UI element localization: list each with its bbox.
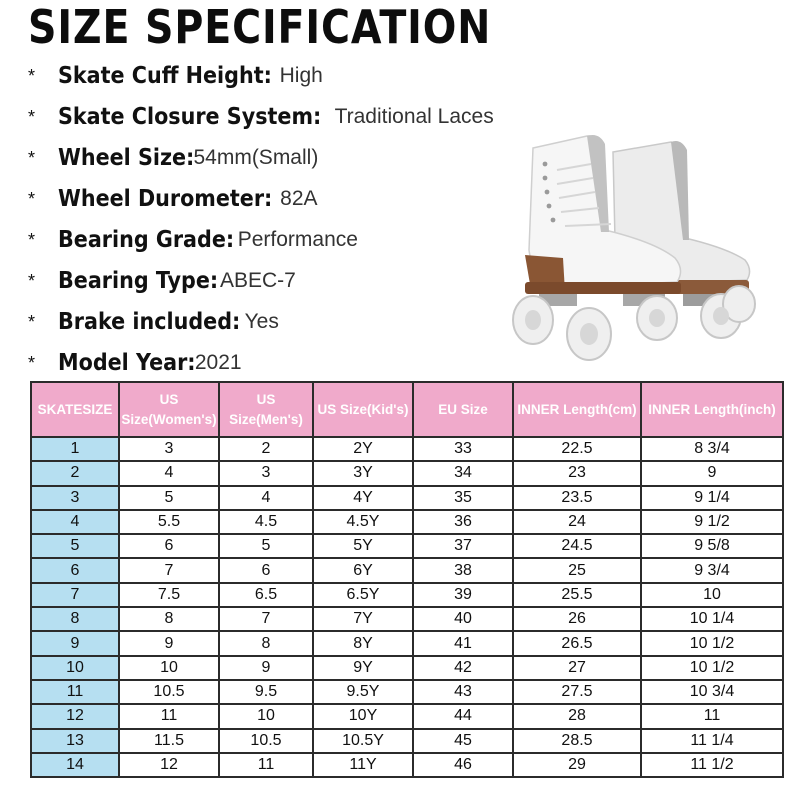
cell-us-mens: 5 <box>219 534 313 558</box>
cell-inner-cm: 24 <box>513 510 641 534</box>
cell-us-kids: 3Y <box>313 461 413 485</box>
cell-inner-inch: 11 1/4 <box>641 729 783 753</box>
header-inner-length-inch: INNER Length(inch) <box>641 382 783 437</box>
cell-us-kids: 9.5Y <box>313 680 413 704</box>
cell-us-kids: 7Y <box>313 607 413 631</box>
cell-us-womens: 4 <box>119 461 219 485</box>
cell-skate-size: 12 <box>31 704 119 728</box>
cell-us-mens: 11 <box>219 753 313 777</box>
cell-inner-cm: 23 <box>513 461 641 485</box>
spec-label: Bearing Type: <box>58 267 219 294</box>
cell-inner-inch: 11 <box>641 704 783 728</box>
table-row <box>31 558 783 582</box>
star-bullet-icon: * <box>28 311 36 332</box>
spec-label: Brake included: <box>58 308 241 335</box>
cell-skate-size: 10 <box>31 656 119 680</box>
cell-inner-inch: 9 <box>641 461 783 485</box>
cell-us-womens: 11 <box>119 704 219 728</box>
header-skate-size: SKATESIZE <box>31 382 119 437</box>
spec-label: Wheel Size: <box>58 144 195 171</box>
table-body <box>31 437 783 777</box>
spec-value: ABEC-7 <box>219 268 296 292</box>
roller-skates-image <box>495 120 770 365</box>
cell-inner-cm: 28 <box>513 704 641 728</box>
spec-value: 82A <box>280 186 318 210</box>
cell-us-mens: 6 <box>219 558 313 582</box>
cell-us-mens: 6.5 <box>219 583 313 607</box>
table-row <box>31 704 783 728</box>
cell-eu-size: 38 <box>413 558 513 582</box>
spec-value: 2021 <box>194 350 242 374</box>
cell-inner-cm: 27 <box>513 656 641 680</box>
cell-eu-size: 36 <box>413 510 513 534</box>
table-row <box>31 461 783 485</box>
spec-item-wheel-size <box>28 137 548 178</box>
star-bullet-icon: * <box>28 270 36 291</box>
cell-eu-size: 45 <box>413 729 513 753</box>
star-bullet-icon: * <box>28 188 36 209</box>
spec-item-closure-system <box>28 96 548 137</box>
spec-list <box>28 55 548 383</box>
cell-inner-cm: 27.5 <box>513 680 641 704</box>
spec-value: Traditional Laces <box>334 104 494 128</box>
cell-us-mens: 4 <box>219 486 313 510</box>
star-bullet-icon: * <box>28 106 36 127</box>
cell-skate-size: 6 <box>31 558 119 582</box>
spec-value: Performance <box>237 227 358 251</box>
table-row <box>31 607 783 631</box>
cell-us-kids: 4.5Y <box>313 510 413 534</box>
table-row <box>31 534 783 558</box>
table-row <box>31 510 783 534</box>
cell-us-mens: 2 <box>219 437 313 461</box>
cell-inner-cm: 25.5 <box>513 583 641 607</box>
table-row <box>31 583 783 607</box>
cell-us-kids: 6Y <box>313 558 413 582</box>
cell-us-kids: 2Y <box>313 437 413 461</box>
cell-eu-size: 42 <box>413 656 513 680</box>
spec-item-brake <box>28 301 548 342</box>
cell-skate-size: 8 <box>31 607 119 631</box>
cell-inner-inch: 10 1/4 <box>641 607 783 631</box>
cell-skate-size: 13 <box>31 729 119 753</box>
cell-inner-cm: 23.5 <box>513 486 641 510</box>
header-eu-size: EU Size <box>413 382 513 437</box>
star-bullet-icon: * <box>28 229 36 250</box>
cell-skate-size: 4 <box>31 510 119 534</box>
cell-us-womens: 9 <box>119 631 219 655</box>
cell-us-womens: 5 <box>119 486 219 510</box>
cell-us-mens: 3 <box>219 461 313 485</box>
cell-inner-inch: 10 3/4 <box>641 680 783 704</box>
cell-eu-size: 39 <box>413 583 513 607</box>
cell-skate-size: 14 <box>31 753 119 777</box>
spec-item-bearing-grade <box>28 219 548 260</box>
table-row <box>31 437 783 461</box>
cell-inner-inch: 9 3/4 <box>641 558 783 582</box>
cell-eu-size: 41 <box>413 631 513 655</box>
cell-inner-inch: 10 1/2 <box>641 631 783 655</box>
star-bullet-icon: * <box>28 352 36 373</box>
cell-inner-cm: 25 <box>513 558 641 582</box>
cell-us-mens: 9.5 <box>219 680 313 704</box>
cell-us-womens: 10 <box>119 656 219 680</box>
cell-eu-size: 43 <box>413 680 513 704</box>
cell-skate-size: 1 <box>31 437 119 461</box>
cell-us-womens: 5.5 <box>119 510 219 534</box>
cell-inner-cm: 22.5 <box>513 437 641 461</box>
cell-us-womens: 7 <box>119 558 219 582</box>
spec-value: High <box>279 63 323 87</box>
header-us-womens: US Size(Women's) <box>119 382 219 437</box>
spec-item-cuff-height <box>28 55 548 96</box>
cell-us-kids: 9Y <box>313 656 413 680</box>
cell-inner-cm: 24.5 <box>513 534 641 558</box>
page-title: SIZE SPECIFICATION <box>28 0 492 54</box>
cell-inner-inch: 10 <box>641 583 783 607</box>
spec-label: Bearing Grade: <box>58 226 235 253</box>
spec-item-wheel-durometer <box>28 178 548 219</box>
cell-eu-size: 44 <box>413 704 513 728</box>
header-inner-length-cm: INNER Length(cm) <box>513 382 641 437</box>
cell-us-kids: 10.5Y <box>313 729 413 753</box>
table-row <box>31 656 783 680</box>
star-bullet-icon: * <box>28 65 36 86</box>
spec-label: Skate Cuff Height: <box>58 62 272 89</box>
table-row <box>31 631 783 655</box>
cell-eu-size: 40 <box>413 607 513 631</box>
cell-inner-inch: 11 1/2 <box>641 753 783 777</box>
spec-label: Skate Closure System: <box>58 103 322 130</box>
cell-us-mens: 7 <box>219 607 313 631</box>
cell-inner-inch: 9 1/2 <box>641 510 783 534</box>
cell-skate-size: 9 <box>31 631 119 655</box>
star-bullet-icon: * <box>28 147 36 168</box>
header-us-kids: US Size(Kid's) <box>313 382 413 437</box>
cell-inner-cm: 26.5 <box>513 631 641 655</box>
cell-us-kids: 8Y <box>313 631 413 655</box>
cell-us-mens: 8 <box>219 631 313 655</box>
cell-inner-cm: 28.5 <box>513 729 641 753</box>
cell-us-kids: 5Y <box>313 534 413 558</box>
cell-us-mens: 9 <box>219 656 313 680</box>
spec-item-bearing-type <box>28 260 548 301</box>
cell-us-womens: 7.5 <box>119 583 219 607</box>
cell-us-womens: 10.5 <box>119 680 219 704</box>
cell-skate-size: 5 <box>31 534 119 558</box>
cell-eu-size: 33 <box>413 437 513 461</box>
size-chart-table <box>30 381 784 778</box>
spec-value: 54mm(Small) <box>193 145 319 169</box>
table-row <box>31 680 783 704</box>
cell-skate-size: 3 <box>31 486 119 510</box>
cell-skate-size: 2 <box>31 461 119 485</box>
cell-us-kids: 11Y <box>313 753 413 777</box>
cell-us-mens: 4.5 <box>219 510 313 534</box>
cell-us-womens: 12 <box>119 753 219 777</box>
cell-skate-size: 11 <box>31 680 119 704</box>
table-row <box>31 753 783 777</box>
spec-label: Model Year: <box>58 349 196 376</box>
cell-eu-size: 35 <box>413 486 513 510</box>
cell-us-womens: 3 <box>119 437 219 461</box>
cell-us-mens: 10 <box>219 704 313 728</box>
cell-eu-size: 34 <box>413 461 513 485</box>
spec-item-model-year <box>28 342 548 383</box>
cell-inner-inch: 9 1/4 <box>641 486 783 510</box>
cell-us-kids: 6.5Y <box>313 583 413 607</box>
cell-eu-size: 46 <box>413 753 513 777</box>
cell-inner-inch: 9 5/8 <box>641 534 783 558</box>
spec-label: Wheel Durometer: <box>58 185 273 212</box>
cell-inner-cm: 29 <box>513 753 641 777</box>
cell-inner-inch: 8 3/4 <box>641 437 783 461</box>
cell-us-kids: 10Y <box>313 704 413 728</box>
cell-eu-size: 37 <box>413 534 513 558</box>
cell-inner-cm: 26 <box>513 607 641 631</box>
cell-us-womens: 8 <box>119 607 219 631</box>
table-row <box>31 486 783 510</box>
cell-inner-inch: 10 1/2 <box>641 656 783 680</box>
cell-us-womens: 11.5 <box>119 729 219 753</box>
cell-skate-size: 7 <box>31 583 119 607</box>
cell-us-womens: 6 <box>119 534 219 558</box>
table-row <box>31 729 783 753</box>
cell-us-mens: 10.5 <box>219 729 313 753</box>
spec-value: Yes <box>244 309 279 333</box>
header-us-mens: US Size(Men's) <box>219 382 313 437</box>
cell-us-kids: 4Y <box>313 486 413 510</box>
table-header-row <box>31 382 783 437</box>
